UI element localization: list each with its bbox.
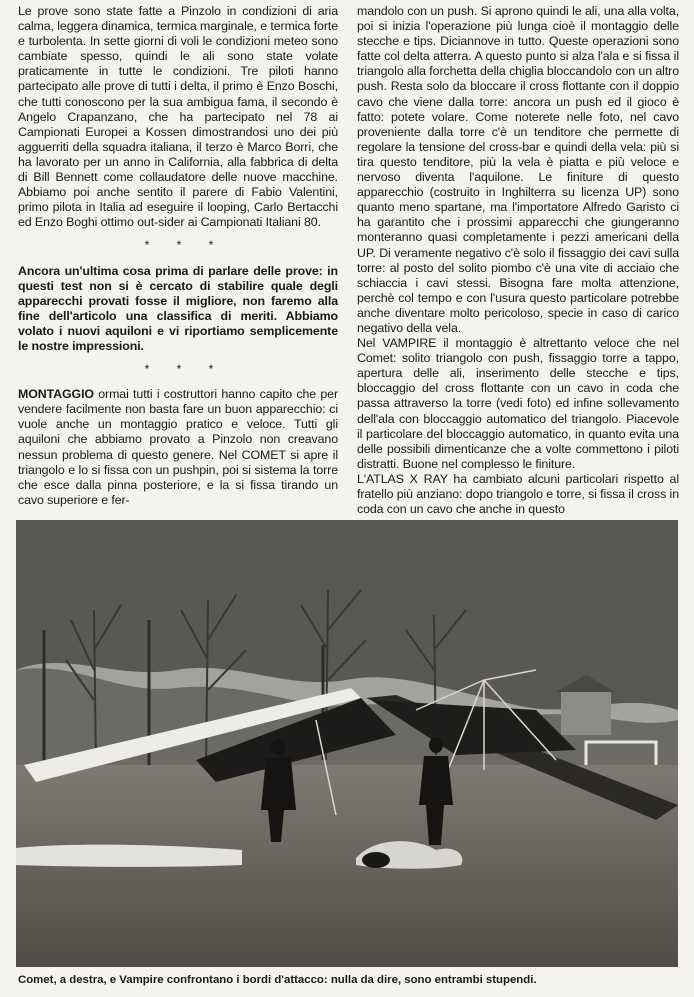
left-column (18, 4, 338, 508)
section-separator: * * * (144, 238, 226, 253)
paragraph-test-conditions: Le prove sono state fatte a Pinzolo in condizioni di aria calma, leggera dinamica, termica marginale, e termica forte e turbolenta. In sette giorni di voli le condizioni meteo sono cambiate spesso, quindi le ali sono state volate praticamente in tutte le condizioni. Tre piloti hanno partecipato alle prove di tutti i delta, il primo è Enzo Boschi, che tutti conoscono per la sua ambigua fama, il secondo è Angelo Crapanzano, che ha partecipato nel 78 ai Campionati Europei a Kossen dimostrandosi uno dei più agguerriti della squadra italiana, il terzo è Marco Borri, che ha lavorato per un anno in California, alla fabbrica di delta di Bill Bennett come collaudatore delle nuove macchine. Abbiamo poi anche sentito il parere di Fabio Valentini, primo pilota in Italia ad eseguire il looping, Carlo Bertacchi ed Enzo Boghi ottimo out-sider ai Campionati Italiani 80. (18, 4, 338, 230)
paragraph-montaggio (18, 387, 338, 508)
paragraph-vampire-assembly: Nel VAMPIRE il montaggio è altrettanto veloce che nel Comet: solito triangolo con push, fissaggio torre a tappo, apertura delle ali, inserimento delle stecche e tips, bloccaggio del cross flottante con un cavo in coda che passa attraverso la torre (vedi foto) ed infine sollevamento dell'ala con bloccaggio automatico del triangolo. Piacevole il particolare del bloccaggio automatico, in quanto evita una delle possibili dimenticanze che a volte commettono i piloti distratti. Buone nel complesso le finiture. (357, 336, 679, 471)
paragraph-atlas-xray: L'ATLAS X RAY ha cambiato alcuni particolari rispetto al fratello più anziano: dopo triangolo e torre, si fissa il cross in coda con un cavo che anche in questo (357, 471, 679, 517)
section-separator: * * * (144, 362, 226, 377)
paragraph-disclaimer: Ancora un'ultima cosa prima di parlare delle prove: in questi test non si è cercato di stabilire quale degli apparecchi provati fosse il migliore, non faremo alla fine dell'articolo una classifica di meriti. Abbiamo volato i nuovi aquiloni e vi riportiamo semplicemente le nostre impressioni. (18, 263, 338, 353)
hang-glider-photo (16, 520, 678, 967)
paragraph-comet-assembly: mandolo con un push. Si aprono quindi le ali, una alla volta, poi si inizia l'operazione più lunga cioè il montaggio delle stecche e tips. Diciannove in tutto. Queste operazioni sono fatte col delta atterra. A questo punto si alza l'ala e si fissa il triangolo alla forchetta della chiglia bloccandolo con un altro push. Resta solo da bloccare il cross flottante con il doppio cavo che viene dalla torre: ancora un push ed il gioco è fatto: potete volare. Come noterete nelle foto, nel cavo proveniente dalla torre c'è un tenditore che permette di regolare la tensione del cross-bar e quindi della vela: più si tira questo tenditore, più la vela è piatta e più veloce e nervoso diventa l'aquilone. Le finiture di questo apparecchio (costruito in Inghilterra su licenza UP) sono quanto meno spartane, ma l'importatore Alfredo Garisto ci ha garantito che i prossimi apparecchi che giungeranno monteranno quasi completamente i pezzi americani della UP. Di veramente negativo c'è solo il fissaggio dei cavi sulla torre: al posto del solito piombo c'è una vite di acciaio che schiaccia i cavi stessi. Bisogna fare molta attenzione, perchè col tempo e con l'usura questo particolare potrebbe anche diventare molto pericoloso, specie in caso di carico negativo della vela. (357, 4, 679, 335)
montaggio-text: ormai tutti i costruttori hanno capito che per vendere facilmente non basta fare un buon apparecchio: ci vuole anche un montaggio pratico e veloce. Tutti gli aquiloni che abbiamo provato a Pinzolo non creavano nessun problema di questo genere. Nel COMET si apre il triangolo e lo si fissa con un pushpin, poi si sistema la torre che esce dalla pinna posteriore, e la si fissa tirando un cavo superiore e fer- (18, 387, 338, 507)
photo-caption: Comet, a destra, e Vampire confrontano i bordi d'attacco: nulla da dire, sono entrambi stupendi. (18, 974, 537, 986)
montaggio-heading: MONTAGGIO (18, 387, 94, 402)
right-column (357, 4, 679, 517)
